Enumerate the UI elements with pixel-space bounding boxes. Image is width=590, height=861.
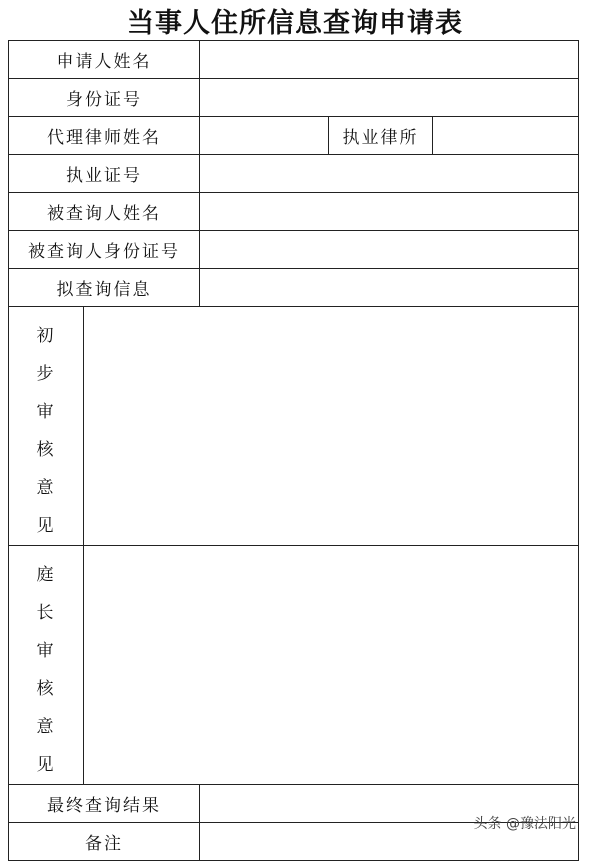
queried-person-id-label: 被查询人身份证号 xyxy=(9,231,200,269)
agent-lawyer-name-field[interactable] xyxy=(200,117,329,155)
applicant-name-label: 申请人姓名 xyxy=(9,41,200,79)
law-firm-field[interactable] xyxy=(433,117,579,155)
preliminary-review-char: 步 xyxy=(36,364,56,384)
agent-lawyer-name-label: 代理律师姓名 xyxy=(9,117,200,155)
queried-person-id-field[interactable] xyxy=(200,231,579,269)
row-agent-lawyer xyxy=(9,117,579,155)
watermark: 头条 @豫法阳光 xyxy=(473,816,576,832)
preliminary-review-char: 见 xyxy=(36,516,56,536)
form-title: 当事人住所信息查询申请表 xyxy=(127,8,463,39)
queried-person-name-label: 被查询人姓名 xyxy=(9,193,200,231)
queried-person-name-field[interactable] xyxy=(200,193,579,231)
row-id-number xyxy=(9,79,579,117)
preliminary-review-field[interactable] xyxy=(84,307,579,546)
president-review-field[interactable] xyxy=(84,546,579,785)
id-number-label: 身份证号 xyxy=(9,79,200,117)
president-review-char: 长 xyxy=(36,603,56,623)
license-number-label: 执业证号 xyxy=(9,155,200,193)
president-review-label xyxy=(9,546,84,785)
row-applicant-name xyxy=(9,41,579,79)
preliminary-review-char: 初 xyxy=(36,326,56,346)
remarks-label: 备注 xyxy=(9,823,200,861)
president-review-char: 见 xyxy=(36,755,56,775)
row-president-review xyxy=(9,546,579,785)
row-queried-person-id xyxy=(9,231,579,269)
row-license-number xyxy=(9,155,579,193)
info-to-query-label: 拟查询信息 xyxy=(9,269,200,307)
president-review-char: 核 xyxy=(36,679,56,699)
preliminary-review-label xyxy=(9,307,84,546)
id-number-field[interactable] xyxy=(200,79,579,117)
info-to-query-field[interactable] xyxy=(200,269,579,307)
preliminary-review-char: 审 xyxy=(36,402,56,422)
applicant-name-field[interactable] xyxy=(200,41,579,79)
final-result-label: 最终查询结果 xyxy=(9,785,200,823)
preliminary-review-char: 核 xyxy=(36,440,56,460)
row-queried-person-name xyxy=(9,193,579,231)
president-review-char: 庭 xyxy=(36,565,56,585)
law-firm-label: 执业律所 xyxy=(329,117,433,155)
row-info-to-query xyxy=(9,269,579,307)
license-number-field[interactable] xyxy=(200,155,579,193)
row-preliminary-review xyxy=(9,307,579,546)
president-review-char: 审 xyxy=(36,641,56,661)
application-form-table xyxy=(8,40,579,861)
preliminary-review-char: 意 xyxy=(36,478,56,498)
president-review-char: 意 xyxy=(36,717,56,737)
